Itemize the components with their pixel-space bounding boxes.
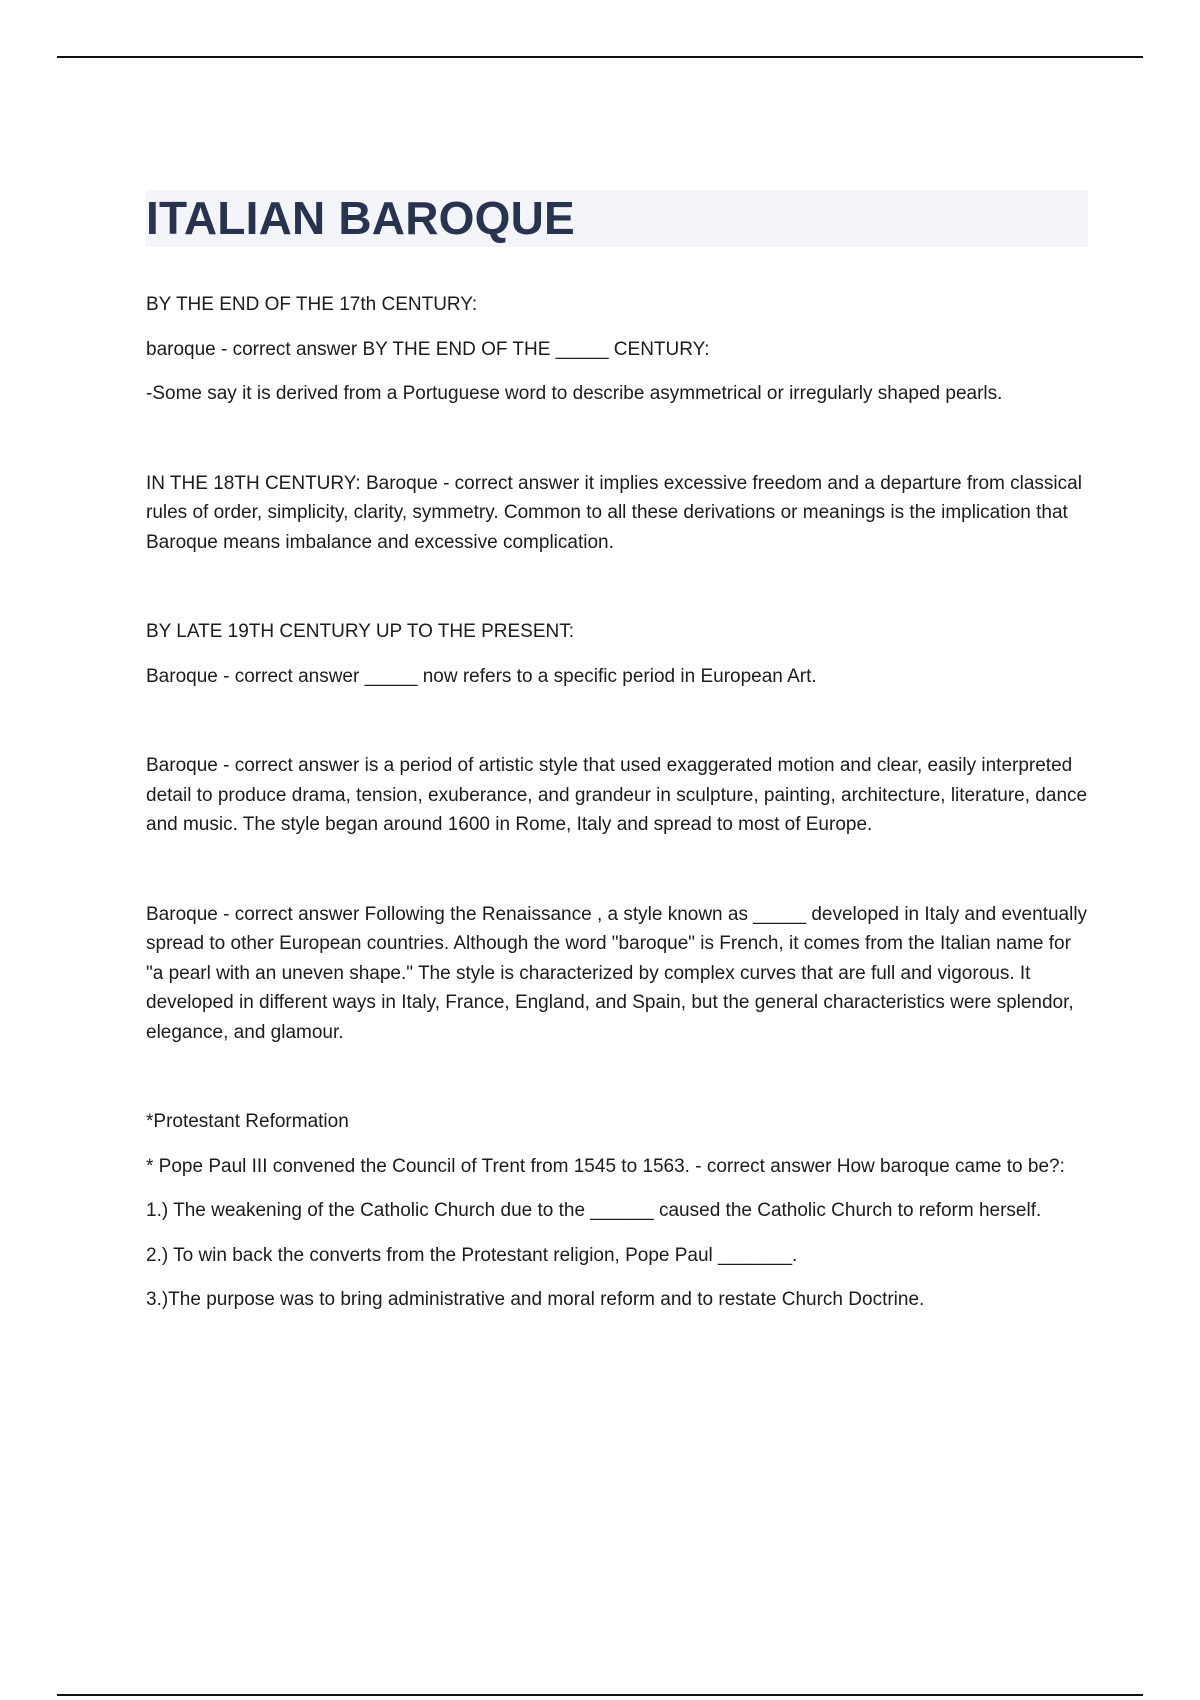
paragraph: -Some say it is derived from a Portuguese word to describe asymmetrical or irregularly shaped pearls. — [146, 383, 1003, 404]
paragraph: Baroque - correct answer Following the Renaissance , a style known as _____ developed in Italy and eventually spread to other European countries. Although the word "baroque" is French, it comes from the Italian name for "a pearl with an uneven shape." The style is characterized by complex curves that are full and vigorous. It developed in different ways in Italy, France, England, and Spain, but the general characteristics were splendor, elegance, and glamour. — [146, 903, 1088, 1043]
paragraph: 3.)The purpose was to bring administrative and moral reform and to restate Church Doctrine. — [146, 1289, 925, 1310]
document-title: ITALIAN BAROQUE — [146, 192, 575, 244]
paragraph: 1.) The weakening of the Catholic Church due to the ______ caused the Catholic Church to reform herself. — [146, 1200, 1042, 1221]
document-body — [146, 290, 1088, 1315]
paragraph: IN THE 18TH CENTURY: Baroque - correct answer it implies excessive freedom and a departure from classical rules of order, simplicity, clarity, symmetry. Common to all these derivations or meanings is the implication that Baroque means imbalance and excessive complication. — [146, 472, 1082, 553]
paragraph: *Protestant Reformation — [146, 1111, 349, 1132]
title-bar — [146, 190, 1088, 247]
document-content — [146, 190, 1088, 1330]
paragraph: Baroque - correct answer _____ now refers to a specific period in European Art. — [146, 665, 817, 687]
paragraph: * Pope Paul III convened the Council of Trent from 1545 to 1563. - correct answer How baroque came to be?: — [146, 1155, 1065, 1177]
paragraph: BY THE END OF THE 17th CENTURY: — [146, 294, 478, 315]
paragraph: baroque - correct answer BY THE END OF THE _____ CENTURY: — [146, 338, 710, 360]
bottom-rule — [57, 1694, 1143, 1696]
paragraph: 2.) To win back the converts from the Protestant religion, Pope Paul _______. — [146, 1244, 798, 1266]
top-rule — [57, 56, 1143, 58]
paragraph: Baroque - correct answer is a period of artistic style that used exaggerated motion and clear, easily interpreted detail to produce drama, tension, exuberance, and grandeur in sculpture, painting, architecture, literature, dance and music. The style began around 1600 in Rome, Italy and spread to most of Europe. — [146, 755, 1088, 835]
paragraph: BY LATE 19TH CENTURY UP TO THE PRESENT: — [146, 621, 574, 642]
